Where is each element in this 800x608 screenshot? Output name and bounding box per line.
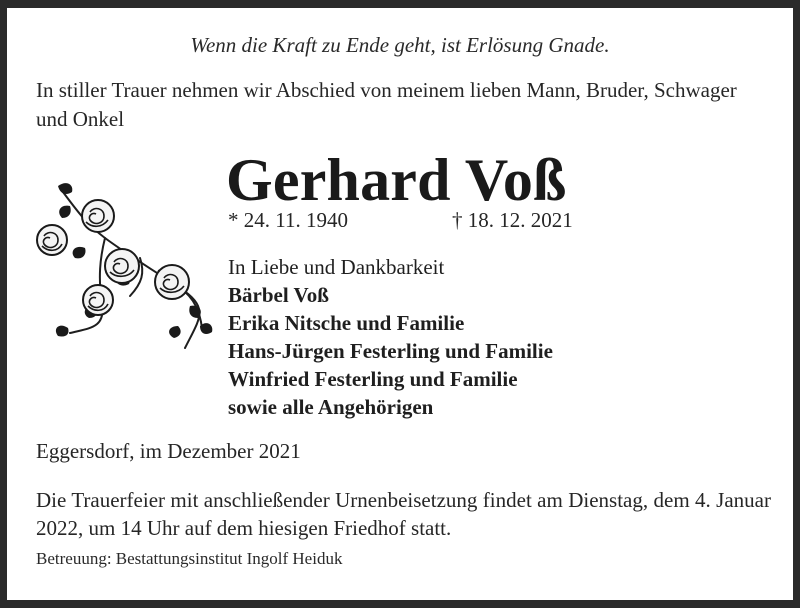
- intro-text: In stiller Trauer nehmen wir Abschied von meinem lieben Mann, Bruder, Schwager und Onkel: [36, 78, 737, 131]
- mourner-name: Hans-Jürgen Festerling und Familie: [228, 339, 553, 363]
- birth-date: * 24. 11. 1940: [228, 208, 348, 232]
- roses-branch-icon: [30, 178, 220, 358]
- mourner-name: Bärbel Voß: [228, 283, 329, 307]
- mourners-lead: In Liebe und Dankbarkeit: [228, 255, 445, 279]
- mourner-name: sowie alle Angehörigen: [228, 395, 434, 419]
- deceased-name: Gerhard Voß: [226, 147, 567, 213]
- mourner-name: Winfried Festerling und Familie: [228, 367, 518, 391]
- funeral-service-text: Die Trauerfeier mit anschließender Urnenbeisetzung findet am Dienstag, dem 4. Januar 2022, um 14 Uhr auf dem hiesigen Friedhof statt.: [36, 488, 771, 540]
- mourners-block: [228, 253, 553, 421]
- mourner-name: Erika Nitsche und Familie: [228, 311, 465, 335]
- place-date: Eggersdorf, im Dezember 2021: [36, 439, 301, 463]
- death-date: † 18. 12. 2021: [452, 208, 573, 232]
- motto: Wenn die Kraft zu Ende geht, ist Erlösung Gnade.: [190, 33, 610, 57]
- funeral-home-credit: Betreuung: Bestattungsinstitut Ingolf Heiduk: [36, 549, 343, 568]
